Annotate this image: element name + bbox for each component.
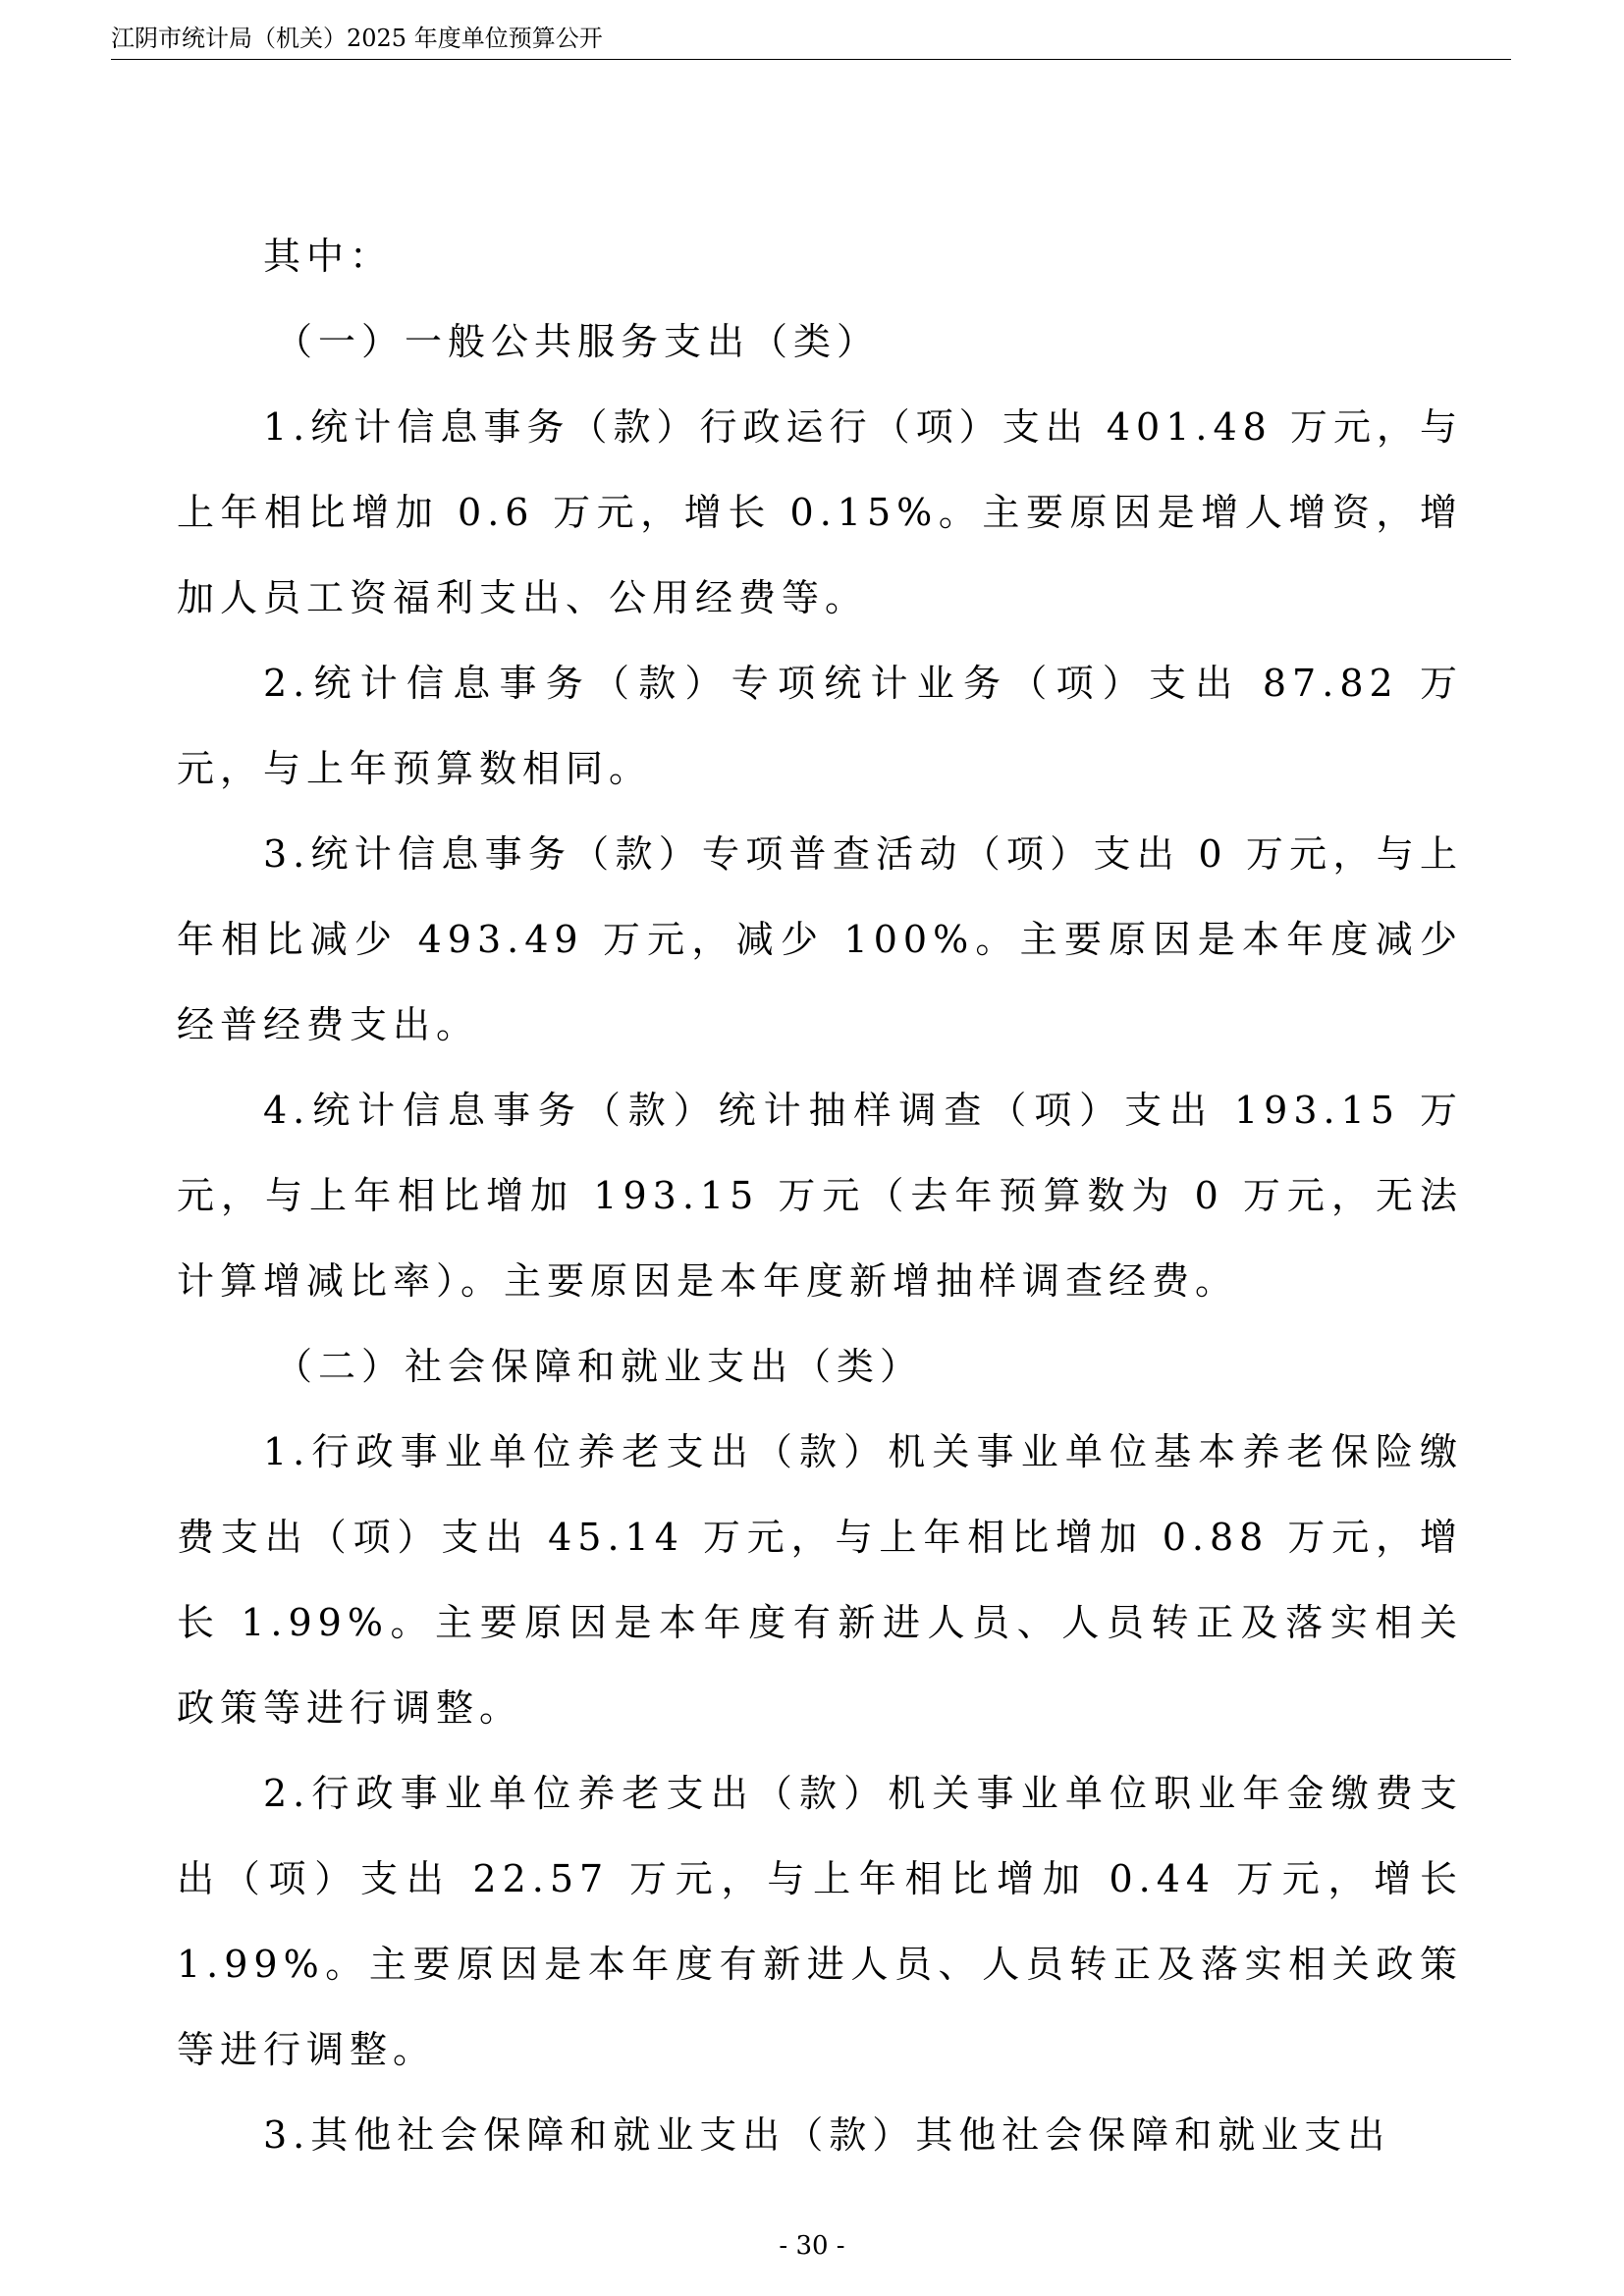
paragraph-other-social-security: 3.其他社会保障和就业支出（款）其他社会保障和就业支出 [263, 2113, 1391, 2157]
section-heading-general-public-services: （一）一般公共服务支出（类） [275, 320, 881, 363]
paragraph-basic-pension: 1.行政事业单位养老支出（款）机关事业单位基本养老保险缴费支出（项）支出 45.14 万元，与上年相比增加 0.88 万元，增长 1.99%。主要原因是本年度有新进人员、人员转正及落实相关政策等进行调整。 [177, 1430, 1463, 1730]
paragraph-occupational-annuity: 2.行政事业单位养老支出（款）机关事业单位职业年金缴费支出（项）支出 22.57 万元，与上年相比增加 0.44 万元，增长 1.99%。主要原因是本年度有新进人员、人员转正及落实相关政策等进行调整。 [177, 1772, 1463, 2071]
page-number: - 30 - [779, 2231, 845, 2261]
paragraph-admin-operation: 1.统计信息事务（款）行政运行（项）支出 401.48 万元，与上年相比增加 0.6 万元，增长 0.15%。主要原因是增人增资，增加人员工资福利支出、公用经费等。 [177, 405, 1463, 619]
running-header: 江阴市统计局（机关）2025 年度单位预算公开 [111, 25, 603, 52]
document-body [177, 214, 1463, 2178]
paragraph-census-activities: 3.统计信息事务（款）专项普查活动（项）支出 0 万元，与上年相比减少 493.49 万元，减少 100%。主要原因是本年度减少经普经费支出。 [177, 832, 1463, 1046]
paragraph-sample-survey: 4.统计信息事务（款）统计抽样调查（项）支出 193.15 万元，与上年相比增加 193.15 万元（去年预算数为 0 万元，无法计算增减比率）。主要原因是本年度新增抽样调查经费。 [177, 1089, 1463, 1303]
paragraph-special-statistics: 2.统计信息事务（款）专项统计业务（项）支出 87.82 万元，与上年预算数相同。 [177, 662, 1463, 790]
paragraph-intro: 其中： [263, 235, 394, 278]
header-divider [111, 59, 1511, 60]
section-heading-social-security: （二）社会保障和就业支出（类） [275, 1345, 924, 1388]
